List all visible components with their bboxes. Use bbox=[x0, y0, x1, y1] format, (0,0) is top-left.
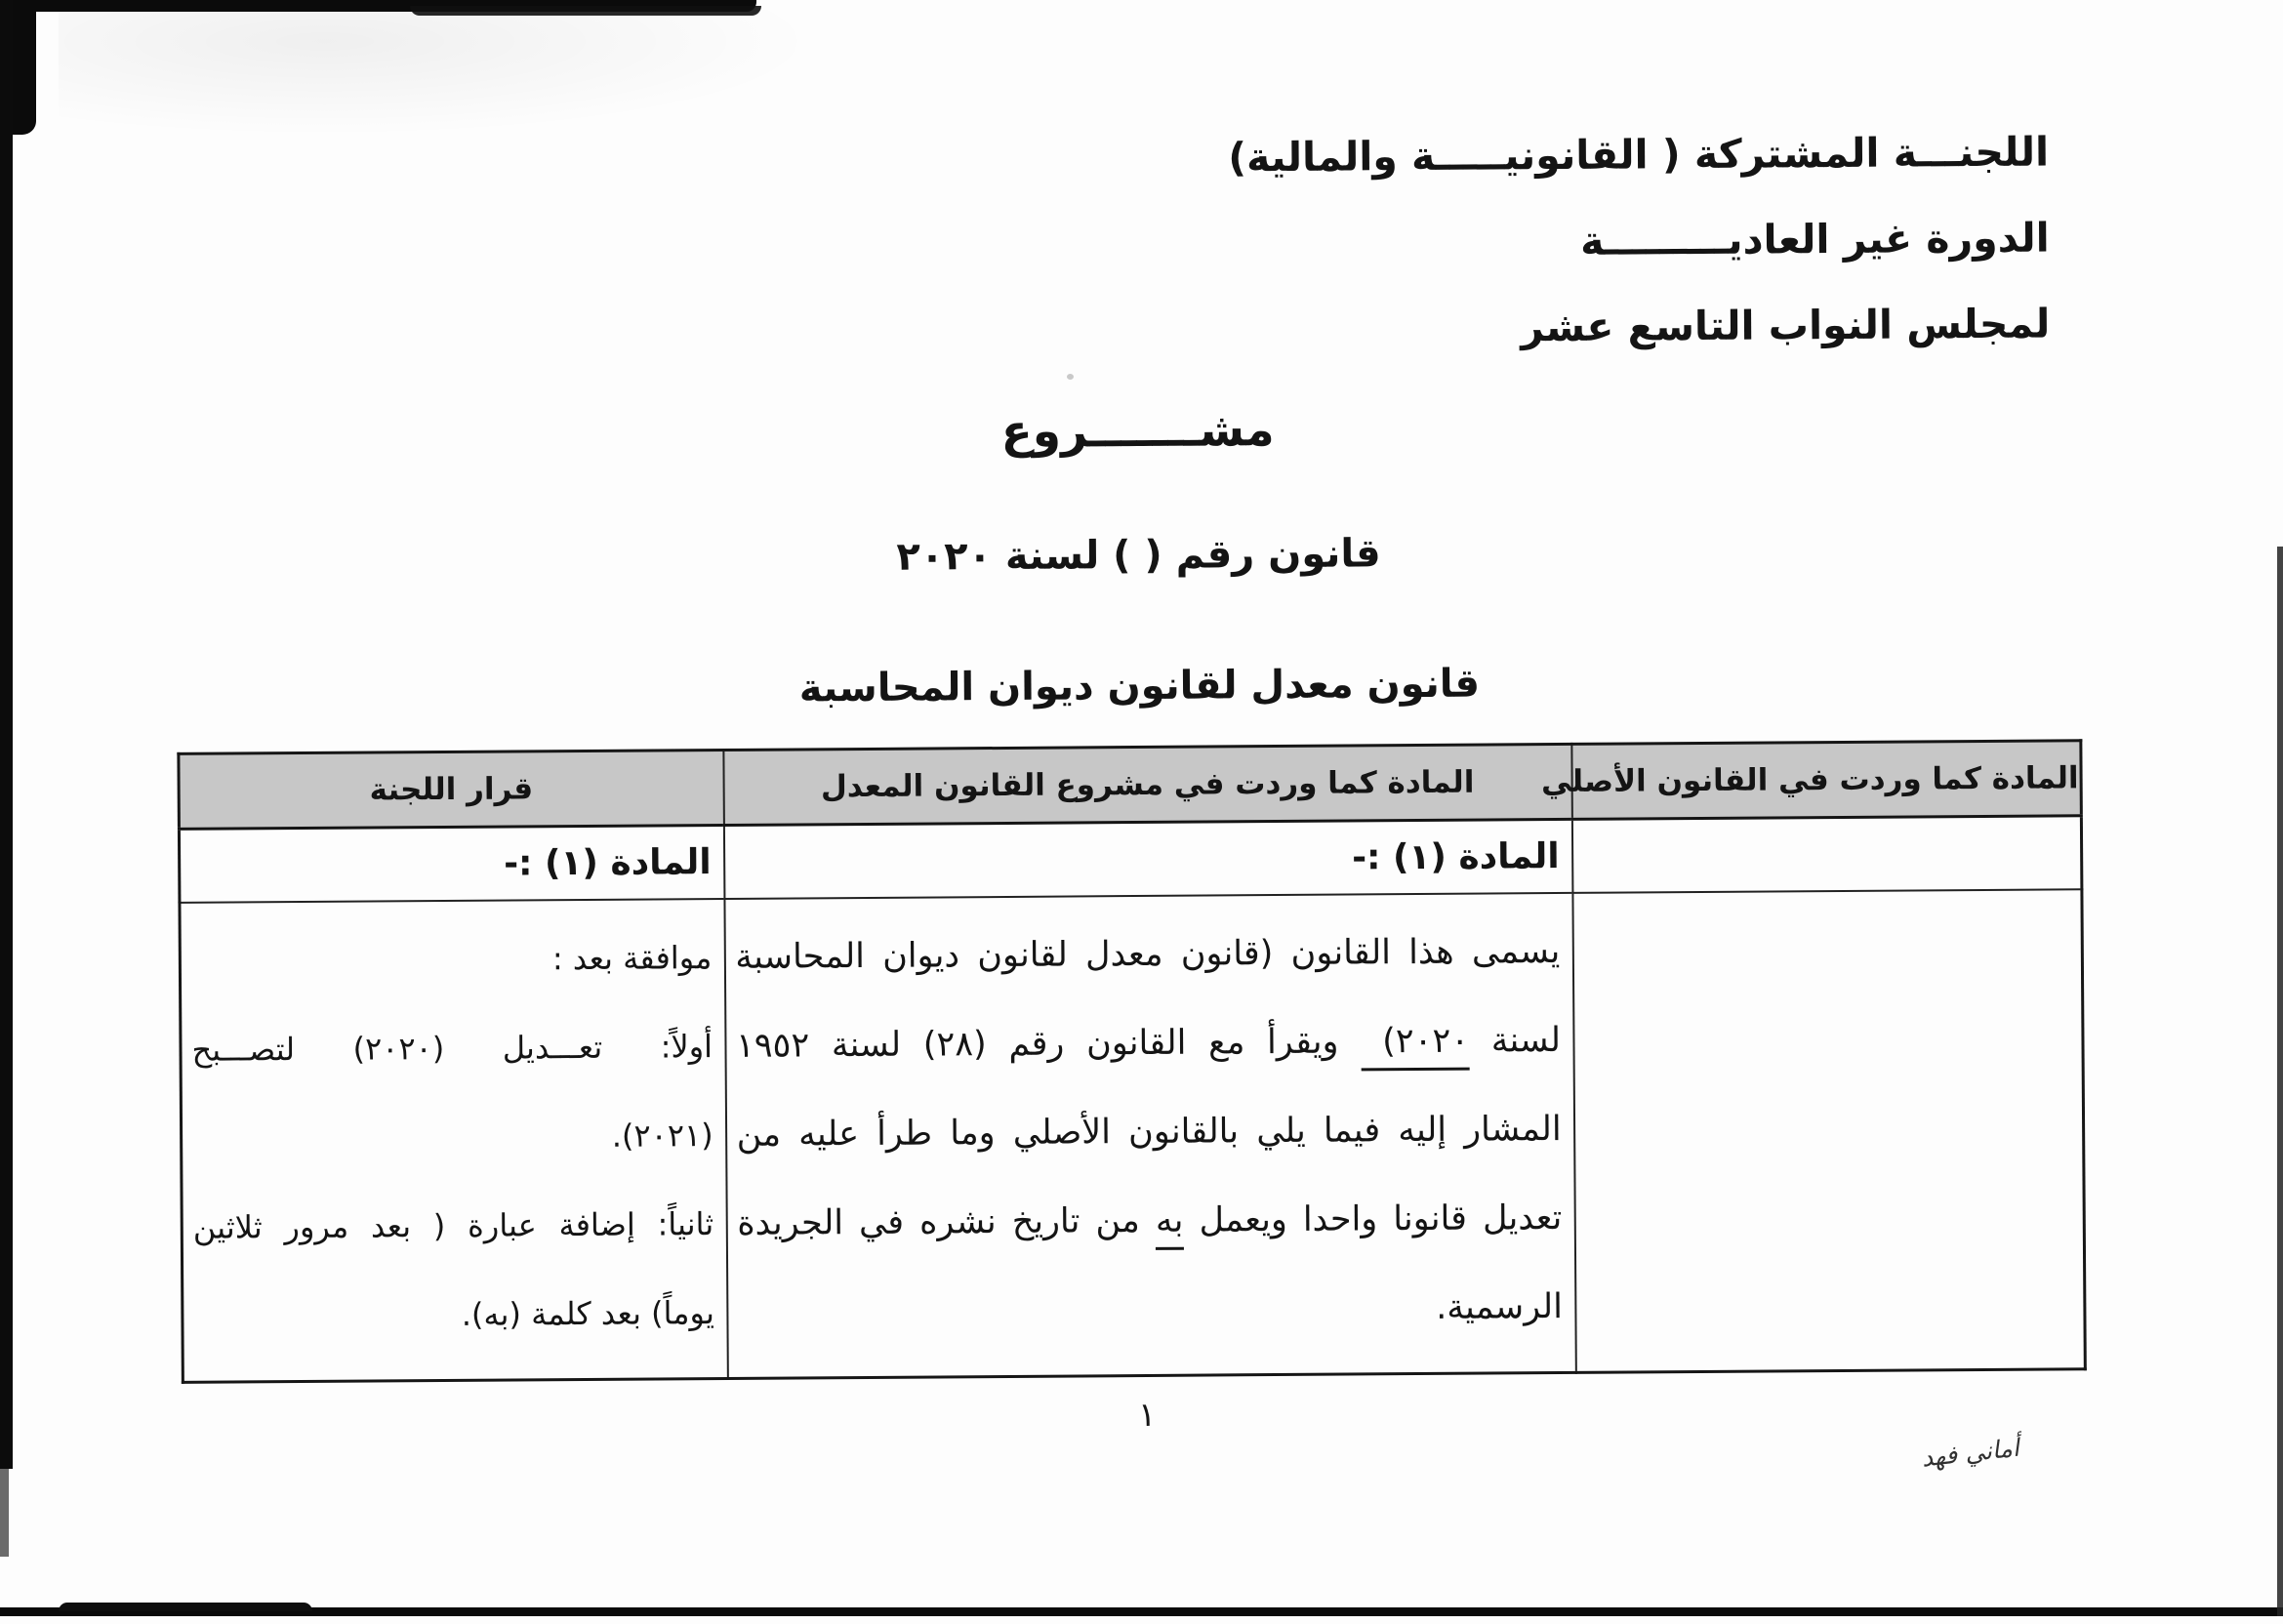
cell-decision-body bbox=[180, 899, 727, 1382]
page-number: ١ bbox=[1137, 1395, 1157, 1436]
decision-line-2: أولاً: تعـــديل (٢٠٢٠) لتصـــبح bbox=[191, 1028, 713, 1069]
col-header-draft-law: المادة كما وردت في مشروع القانون المعدل bbox=[723, 744, 1572, 825]
scan-speck bbox=[1067, 374, 1074, 380]
col-header-committee-decision: قرار اللجنة bbox=[179, 750, 724, 829]
cell-original-law-heading-empty bbox=[1571, 816, 2082, 893]
draft-line-3: المشار إليه فيما يلي بالقانون الأصلي وما طرأ عليه من bbox=[736, 1110, 1562, 1155]
draft-line-5: الرسمية. bbox=[1436, 1287, 1564, 1327]
article-body-row bbox=[180, 889, 2085, 1382]
underlined-word: به bbox=[1156, 1201, 1184, 1250]
decision-line-3: (٢٠٢١). bbox=[611, 1116, 713, 1155]
scan-artifact-top-2 bbox=[410, 6, 761, 16]
draft-line-4 bbox=[737, 1174, 1563, 1269]
handwritten-signature: أماني فهد bbox=[1920, 1433, 2021, 1473]
underlined-year: ٢٠٢٠) bbox=[1361, 1022, 1469, 1072]
cell-draft-article-heading: المادة (١) :- bbox=[723, 819, 1572, 899]
draft-title: مشـــــــروع bbox=[1000, 403, 1275, 459]
session-line: الدورة غير العاديـــــــــة bbox=[1579, 214, 2050, 264]
scan-artifact-left-fade bbox=[0, 1469, 9, 1557]
article-heading-row bbox=[179, 816, 2081, 903]
scan-smudge bbox=[59, 10, 820, 137]
draft-line-1: يسمى هذا القانون (قانون معدل لقانون ديوان المحاسبة bbox=[735, 932, 1561, 977]
committee-header bbox=[1228, 108, 2051, 372]
draft-line-4-start: تعديل قانونا واحدا ويعمل bbox=[1183, 1198, 1563, 1240]
scan-artifact-bottom bbox=[0, 1607, 2283, 1616]
table-header-row bbox=[179, 741, 2081, 830]
scan-artifact-left bbox=[0, 0, 13, 1469]
draft-line-2-start: لسنة bbox=[1468, 1021, 1562, 1061]
draft-line-4-rest: من تاريخ نشره في الجريدة bbox=[737, 1200, 1157, 1243]
committee-name-line: اللجنـــة المشتركة ( القانونيـــــة والمالية) bbox=[1228, 128, 2050, 182]
law-name-title: قانون معدل لقانون ديوان المحاسبة bbox=[798, 661, 1481, 711]
decision-line-5: يوماً) بعد كلمة (به). bbox=[461, 1294, 715, 1333]
col-header-original-law: المادة كما وردت في القانون الأصلي bbox=[1571, 741, 2082, 820]
law-number-title: قانون رقم ( ) لسنة ٢٠٢٠ bbox=[896, 531, 1381, 580]
draft-line-2-rest: ويقرأ مع القانون رقم (٢٨) لسنة ١٩٥٢ bbox=[735, 1022, 1362, 1066]
comparison-table bbox=[177, 739, 2086, 1384]
decision-line-1: موافقة بعد : bbox=[551, 939, 713, 978]
council-line: لمجلس النواب التاسع عشر bbox=[1520, 300, 2051, 351]
scan-artifact-right bbox=[2277, 547, 2283, 1616]
scan-artifact-bottom-bump bbox=[59, 1603, 312, 1611]
cell-original-law-body-empty bbox=[1572, 889, 2085, 1372]
cell-draft-article-body bbox=[724, 893, 1575, 1379]
draft-line-2 bbox=[736, 996, 1562, 1091]
cell-decision-article-heading: المادة (١) :- bbox=[179, 825, 724, 902]
decision-line-4: ثانياً: إضافة عبارة ( بعد مرور ثلاثين bbox=[192, 1205, 714, 1246]
